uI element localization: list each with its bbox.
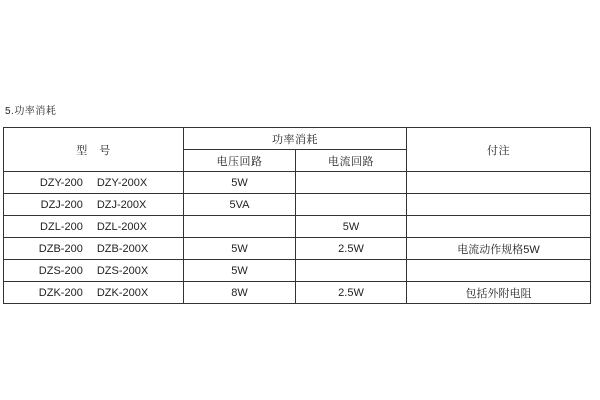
table-row — [4, 172, 591, 194]
note-cell — [407, 260, 591, 282]
voltage-cell: 8W — [184, 282, 296, 304]
model-cell — [4, 238, 184, 260]
model-a: DZL-200 — [40, 220, 83, 233]
model-a: DZJ-200 — [40, 198, 83, 211]
voltage-cell: 5VA — [184, 194, 296, 216]
model-b: DZY-200X — [96, 176, 148, 189]
model-pair — [39, 265, 148, 277]
current-cell: 2.5W — [296, 238, 407, 260]
header-model: 型 号 — [4, 128, 184, 172]
spec-table — [3, 127, 591, 304]
model-a: DZK-200 — [38, 286, 83, 299]
model-cell — [4, 216, 184, 238]
note-cell: 电流动作规格5W — [407, 238, 591, 260]
model-a: DZB-200 — [38, 242, 83, 255]
voltage-cell: 5W — [184, 172, 296, 194]
voltage-cell — [184, 216, 296, 238]
model-cell — [4, 172, 184, 194]
voltage-cell: 5W — [184, 260, 296, 282]
model-pair — [39, 287, 148, 299]
current-cell: 2.5W — [296, 282, 407, 304]
model-cell — [4, 260, 184, 282]
header-notes: 付注 — [407, 128, 591, 172]
header-row-1 — [4, 128, 591, 150]
model-pair — [40, 177, 147, 189]
note-cell — [407, 216, 591, 238]
model-pair — [40, 221, 147, 233]
table-row — [4, 260, 591, 282]
voltage-cell: 5W — [184, 238, 296, 260]
table-row — [4, 238, 591, 260]
header-voltage-circuit: 电压回路 — [184, 150, 296, 172]
note-cell — [407, 194, 591, 216]
model-b: DZB-200X — [96, 242, 149, 255]
note-cell: 包括外附电阻 — [407, 282, 591, 304]
model-b: DZJ-200X — [96, 198, 147, 211]
model-b: DZK-200X — [96, 286, 149, 299]
model-b: DZS-200X — [96, 264, 149, 277]
model-pair — [41, 199, 147, 211]
model-a: DZS-200 — [38, 264, 83, 277]
header-power-group: 功率消耗 — [184, 128, 407, 150]
model-cell — [4, 194, 184, 216]
current-cell — [296, 260, 407, 282]
current-cell: 5W — [296, 216, 407, 238]
current-cell — [296, 194, 407, 216]
table-row — [4, 194, 591, 216]
model-b: DZL-200X — [96, 220, 147, 233]
model-cell — [4, 282, 184, 304]
note-cell — [407, 172, 591, 194]
section-title: 5.功率消耗 — [5, 106, 57, 117]
model-pair — [39, 243, 148, 255]
current-cell — [296, 172, 407, 194]
table-row — [4, 216, 591, 238]
table-row — [4, 282, 591, 304]
header-current-circuit: 电流回路 — [296, 150, 407, 172]
power-consumption-table — [3, 127, 591, 304]
model-a: DZY-200 — [39, 176, 83, 189]
